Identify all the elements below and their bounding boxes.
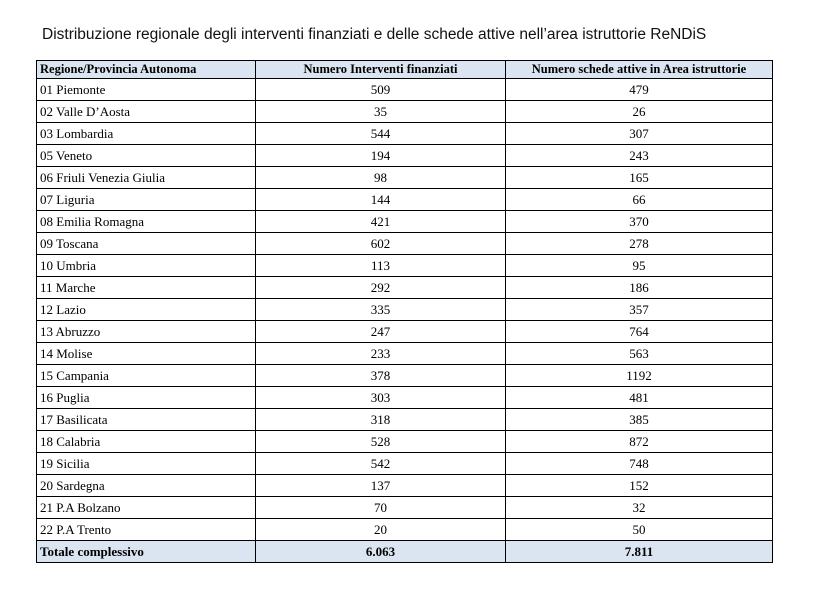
cell-schede: 872 xyxy=(506,431,773,453)
cell-interventi: 144 xyxy=(256,189,506,211)
cell-interventi: 544 xyxy=(256,123,506,145)
cell-region: 15 Campania xyxy=(37,365,256,387)
table-row xyxy=(37,123,773,145)
cell-schede: 243 xyxy=(506,145,773,167)
cell-interventi: 292 xyxy=(256,277,506,299)
cell-interventi: 35 xyxy=(256,101,506,123)
cell-schede: 50 xyxy=(506,519,773,541)
table-row xyxy=(37,497,773,519)
cell-interventi: 421 xyxy=(256,211,506,233)
cell-region: 05 Veneto xyxy=(37,145,256,167)
cell-region: 14 Molise xyxy=(37,343,256,365)
cell-interventi: 303 xyxy=(256,387,506,409)
cell-region: 13 Abruzzo xyxy=(37,321,256,343)
table-row xyxy=(37,233,773,255)
cell-interventi: 528 xyxy=(256,431,506,453)
cell-schede: 1192 xyxy=(506,365,773,387)
table-row xyxy=(37,167,773,189)
total-row xyxy=(37,541,773,563)
cell-schede: 152 xyxy=(506,475,773,497)
table-row xyxy=(37,255,773,277)
cell-interventi: 602 xyxy=(256,233,506,255)
cell-schede: 357 xyxy=(506,299,773,321)
total-label: Totale complessivo xyxy=(37,541,256,563)
cell-interventi: 233 xyxy=(256,343,506,365)
table-row xyxy=(37,211,773,233)
cell-region: 17 Basilicata xyxy=(37,409,256,431)
column-header-schede: Numero schede attive in Area istruttorie xyxy=(506,61,773,79)
cell-region: 07 Liguria xyxy=(37,189,256,211)
cell-region: 18 Calabria xyxy=(37,431,256,453)
table-row xyxy=(37,79,773,101)
cell-region: 20 Sardegna xyxy=(37,475,256,497)
table-body xyxy=(37,79,773,563)
cell-region: 08 Emilia Romagna xyxy=(37,211,256,233)
cell-region: 19 Sicilia xyxy=(37,453,256,475)
cell-region: 09 Toscana xyxy=(37,233,256,255)
cell-interventi: 20 xyxy=(256,519,506,541)
table-row xyxy=(37,519,773,541)
cell-schede: 370 xyxy=(506,211,773,233)
cell-schede: 481 xyxy=(506,387,773,409)
table-row xyxy=(37,431,773,453)
cell-schede: 278 xyxy=(506,233,773,255)
table-row xyxy=(37,299,773,321)
table-row xyxy=(37,475,773,497)
cell-schede: 748 xyxy=(506,453,773,475)
cell-interventi: 113 xyxy=(256,255,506,277)
cell-interventi: 137 xyxy=(256,475,506,497)
cell-region: 06 Friuli Venezia Giulia xyxy=(37,167,256,189)
cell-region: 11 Marche xyxy=(37,277,256,299)
cell-region: 21 P.A Bolzano xyxy=(37,497,256,519)
cell-schede: 26 xyxy=(506,101,773,123)
cell-interventi: 318 xyxy=(256,409,506,431)
cell-schede: 479 xyxy=(506,79,773,101)
cell-schede: 307 xyxy=(506,123,773,145)
cell-interventi: 247 xyxy=(256,321,506,343)
cell-schede: 563 xyxy=(506,343,773,365)
cell-region: 02 Valle D’Aosta xyxy=(37,101,256,123)
document-title: Distribuzione regionale degli interventi finanziati e delle schede attive nell’area istruttorie ReNDiS xyxy=(42,26,707,43)
cell-schede: 165 xyxy=(506,167,773,189)
table-row xyxy=(37,189,773,211)
cell-region: 22 P.A Trento xyxy=(37,519,256,541)
table-row xyxy=(37,409,773,431)
column-header-region: Regione/Provincia Autonoma xyxy=(37,61,256,79)
table-row xyxy=(37,277,773,299)
table-row xyxy=(37,321,773,343)
table-row xyxy=(37,101,773,123)
cell-schede: 186 xyxy=(506,277,773,299)
cell-schede: 385 xyxy=(506,409,773,431)
cell-interventi: 542 xyxy=(256,453,506,475)
cell-schede: 32 xyxy=(506,497,773,519)
cell-interventi: 335 xyxy=(256,299,506,321)
cell-interventi: 378 xyxy=(256,365,506,387)
cell-schede: 764 xyxy=(506,321,773,343)
cell-region: 03 Lombardia xyxy=(37,123,256,145)
table-row xyxy=(37,145,773,167)
cell-interventi: 98 xyxy=(256,167,506,189)
cell-schede: 95 xyxy=(506,255,773,277)
table-row xyxy=(37,387,773,409)
cell-interventi: 194 xyxy=(256,145,506,167)
total-schede: 7.811 xyxy=(506,541,773,563)
table-row xyxy=(37,453,773,475)
table-row xyxy=(37,343,773,365)
cell-interventi: 70 xyxy=(256,497,506,519)
cell-region: 16 Puglia xyxy=(37,387,256,409)
cell-interventi: 509 xyxy=(256,79,506,101)
cell-region: 12 Lazio xyxy=(37,299,256,321)
cell-schede: 66 xyxy=(506,189,773,211)
regional-distribution-table xyxy=(36,60,773,563)
cell-region: 10 Umbria xyxy=(37,255,256,277)
cell-region: 01 Piemonte xyxy=(37,79,256,101)
column-header-interventi: Numero Interventi finanziati xyxy=(256,61,506,79)
total-interventi: 6.063 xyxy=(256,541,506,563)
table-row xyxy=(37,365,773,387)
table-header-row xyxy=(37,61,773,79)
